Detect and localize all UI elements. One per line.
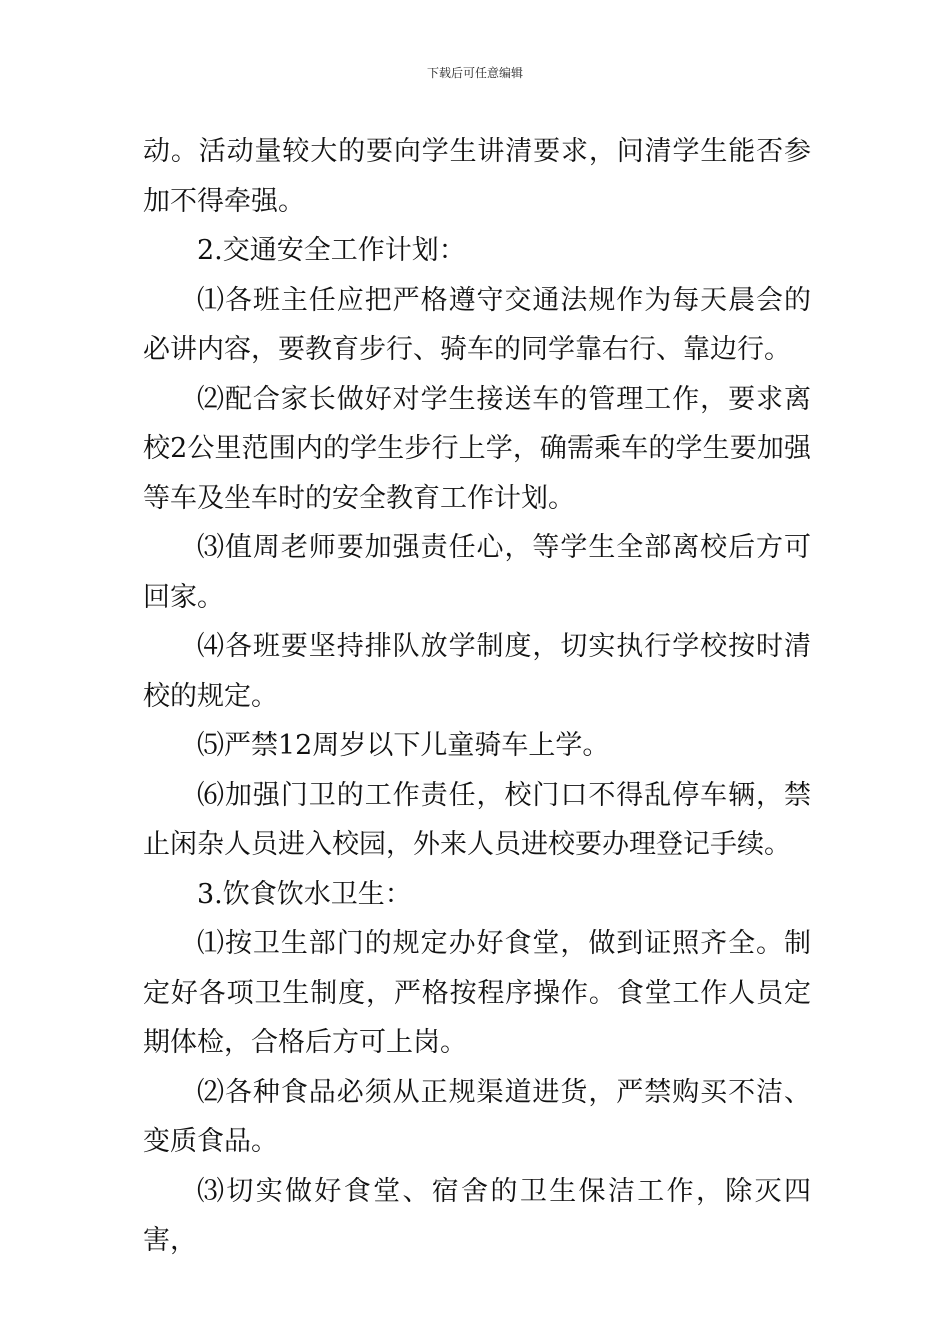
paragraph-12: ⑶切实做好食堂、宿舍的卫生保洁工作，除灭四害， xyxy=(143,1175,811,1256)
paragraph-5: ⑶值周老师要加强责任心，等学生全部离校后方可回家。 xyxy=(143,532,811,613)
paragraph-4: ⑵配合家长做好对学生接送车的管理工作，要求离校2公里范围内的学生步行上学，确需乘车的学生要加强等车及坐车时的安全教育工作计划。 xyxy=(143,383,811,514)
page-header: 下载后可任意编辑 xyxy=(426,66,523,80)
paragraph-11: ⑵各种食品必须从正规渠道进货，严禁购买不洁、变质食品。 xyxy=(143,1076,811,1157)
paragraph-6: ⑷各班要坚持排队放学制度，切实执行学校按时清校的规定。 xyxy=(143,631,811,712)
paragraph-1: 动。活动量较大的要向学生讲清要求，问清学生能否参加不得牵强。 xyxy=(143,136,811,217)
paragraph-9: 3.饮食饮水卫生： xyxy=(197,878,412,910)
document-body xyxy=(143,127,811,1266)
paragraph-3: ⑴各班主任应把严格遵守交通法规作为每天晨会的必讲内容，要教育步行、骑车的同学靠右行、靠边行。 xyxy=(143,284,811,365)
paragraph-7: ⑸严禁12周岁以下儿童骑车上学。 xyxy=(197,730,610,761)
paragraph-10: ⑴按卫生部门的规定办好食堂，做到证照齐全。制定好各项卫生制度，严格按程序操作。食堂工作人员定期体检，合格后方可上岗。 xyxy=(143,928,811,1058)
paragraph-2: 2.交通安全工作计划： xyxy=(197,235,466,266)
paragraph-8: ⑹加强门卫的工作责任，校门口不得乱停车辆，禁止闲杂人员进入校园，外来人员进校要办理登记手续。 xyxy=(143,779,811,860)
